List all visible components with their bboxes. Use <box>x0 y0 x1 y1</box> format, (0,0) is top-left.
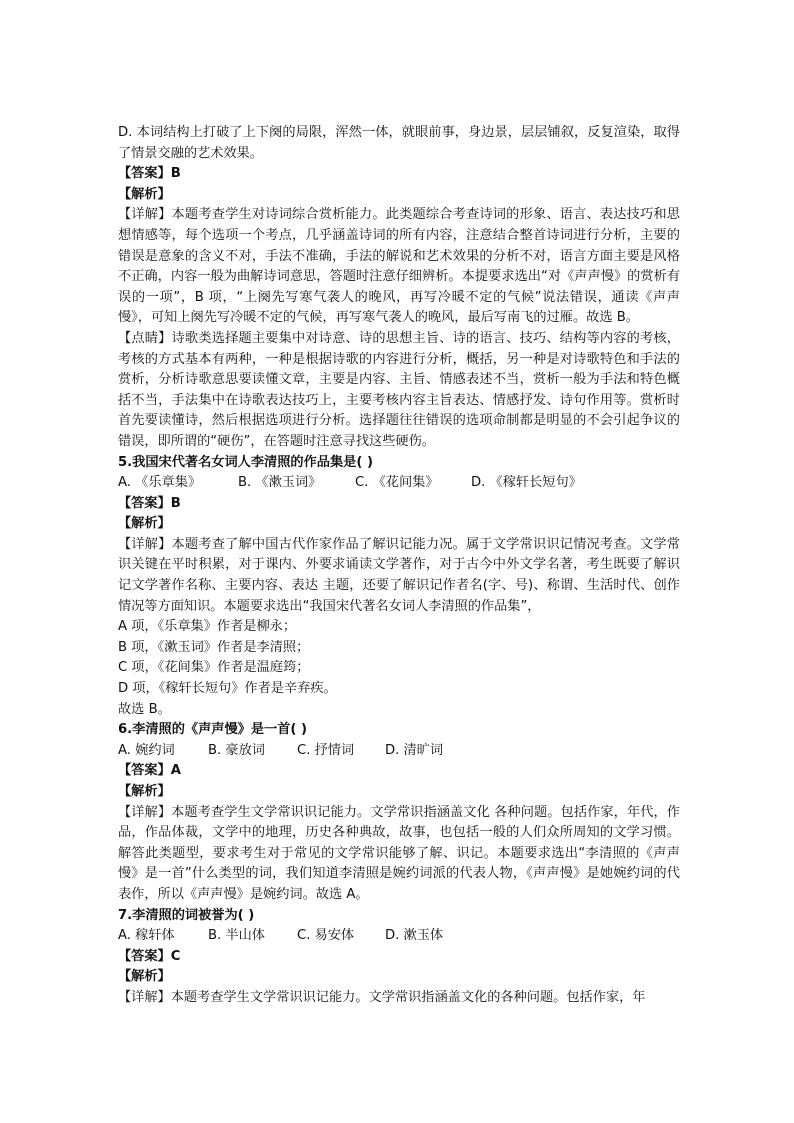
analysis-label: 【解析】 <box>118 969 171 985</box>
question-7-options <box>118 926 680 947</box>
detail-paragraph: 【详解】本题考查了解中国古代作家作品了解识记能力况。属于文学常识识记情况考查。文学常识关键在平时积累，对于课内、外要求诵读文学著作，对于古今中外文学名著，考生既要了解识记文学著作名称、主要内容、表达 主题，还要了解识记作者名(字、号)、称谓、生活时代、创作情况等方面知识。本题要求选出“我国宋代著名女词人李清照的作品集”， <box>118 536 680 614</box>
option-c: C. 《花间集》 <box>355 475 439 491</box>
analysis-label: 【解析】 <box>118 516 171 532</box>
analysis-line: C 项，《花间集》作者是温庭筠； <box>118 660 310 676</box>
question-6: 6.李清照的《声声慢》是一首( ) <box>118 722 308 738</box>
detail-paragraph: 【详解】本题考查学生文学常识识记能力。文学常识指涵盖文化 各种问题。包括作家，年代，作品，作品体裁，文学中的地理，历史各种典故，故事，也包括一般的人们众所周知的文学习惯。解答此类题型，要求考生对于常见的文学常识能够了解、识记。本题要求选出“李清照的《声声慢》是一首”什么类型的词，我们知道李清照是婉约词派的代表人物，《声声慢》是她婉约词的代表作，所以《声声慢》是婉约词。故选 A。 <box>118 804 680 902</box>
answer-label: 【答案】B <box>118 166 181 182</box>
detail-paragraph: 【详解】本题考查学生对诗词综合赏析能力。此类题综合考查诗词的形象、语言、表达技巧和思想情感等，每个选项一个考点，几乎涵盖诗词的所有内容，注意结合整首诗词进行分析，主要的错误是意象的含义不对，手法不准确，手法的解说和艺术效果的分析不对，语言方面主要是风格不正确，内容一般为曲解诗词意思，答题时注意仔细辨析。本提要求选出“对《声声慢》的赏析有误的一项”，B 项，“上阕先写寒气袭人的晚风，再写冷暖不定的气候”说法错误，通读《声声慢》，可知上阕先写冷暖不定的气候，再写寒气袭人的晚风，最后写南飞的过雁。故选 B。 <box>118 207 680 326</box>
analysis-line: B 项，《漱玉词》作者是李清照； <box>118 639 310 655</box>
question-6-options <box>118 741 680 762</box>
option-d-text: D. 本词结构上打破了上下阕的局限，浑然一体，就眼前事，身边景，层层铺叙，反复渲染，取得了情景交融的艺术效果。 <box>118 125 680 161</box>
detail-paragraph: 【详解】本题考查学生文学常识识记能力。文学常识指涵盖文化的各种问题。包括作家，年 <box>118 989 646 1005</box>
answer-label: 【答案】A <box>118 763 181 779</box>
analysis-line: 故选 B。 <box>118 701 171 717</box>
answer-label: 【答案】C <box>118 948 181 964</box>
question-5-options <box>118 473 680 494</box>
analysis-line: D 项，《稼轩长短句》作者是辛弃疾。 <box>118 681 337 697</box>
option-a: A. 婉约词 <box>118 742 175 758</box>
analysis-label: 【解析】 <box>118 186 171 202</box>
option-d: D. 《稼轩长短句》 <box>471 475 582 491</box>
option-c: C. 抒情词 <box>297 742 355 758</box>
question-5: 5.我国宋代著名女词人李清照的作品集是( ) <box>118 454 374 470</box>
option-d: D. 漱玉体 <box>385 928 444 944</box>
option-b: B. 半山体 <box>208 928 265 944</box>
option-a: A. 稼轩体 <box>118 928 175 944</box>
analysis-label: 【解析】 <box>118 784 171 799</box>
option-b: B. 《漱玉词》 <box>238 475 322 491</box>
option-c: C. 易安体 <box>297 928 355 944</box>
document-page <box>118 123 680 1009</box>
option-b: B. 豪放词 <box>208 742 265 758</box>
answer-label: 【答案】B <box>118 495 181 511</box>
question-7: 7.李清照的词被誉为( ) <box>118 907 255 923</box>
option-a: A. 《乐章集》 <box>118 475 202 491</box>
comment-paragraph: 【点睛】诗歌类选择题主要集中对诗意、诗的思想主旨、诗的语言、技巧、结构等内容的考核，考核的方式基本有两种，一种是根据诗歌的内容进行分析，概括，另一种是对诗歌特色和手法的赏析，分析诗歌意思要读懂文章，主要是内容、主旨、情感表述不当，赏析一般为手法和特色概括不当，手法集中在诗歌表达技巧上，主要考核内容主旨表达、情感抒发、诗句作用等。赏析时首先要读懂诗，然后根据选项进行分析。选择题往往错误的选项命制都是明显的不会引起争议的错误，即所谓的“硬伤”，在答题时注意寻找这些硬伤。 <box>118 330 680 449</box>
option-d: D. 清旷词 <box>385 742 444 758</box>
analysis-line: A 项，《乐章集》作者是柳永； <box>118 619 297 635</box>
